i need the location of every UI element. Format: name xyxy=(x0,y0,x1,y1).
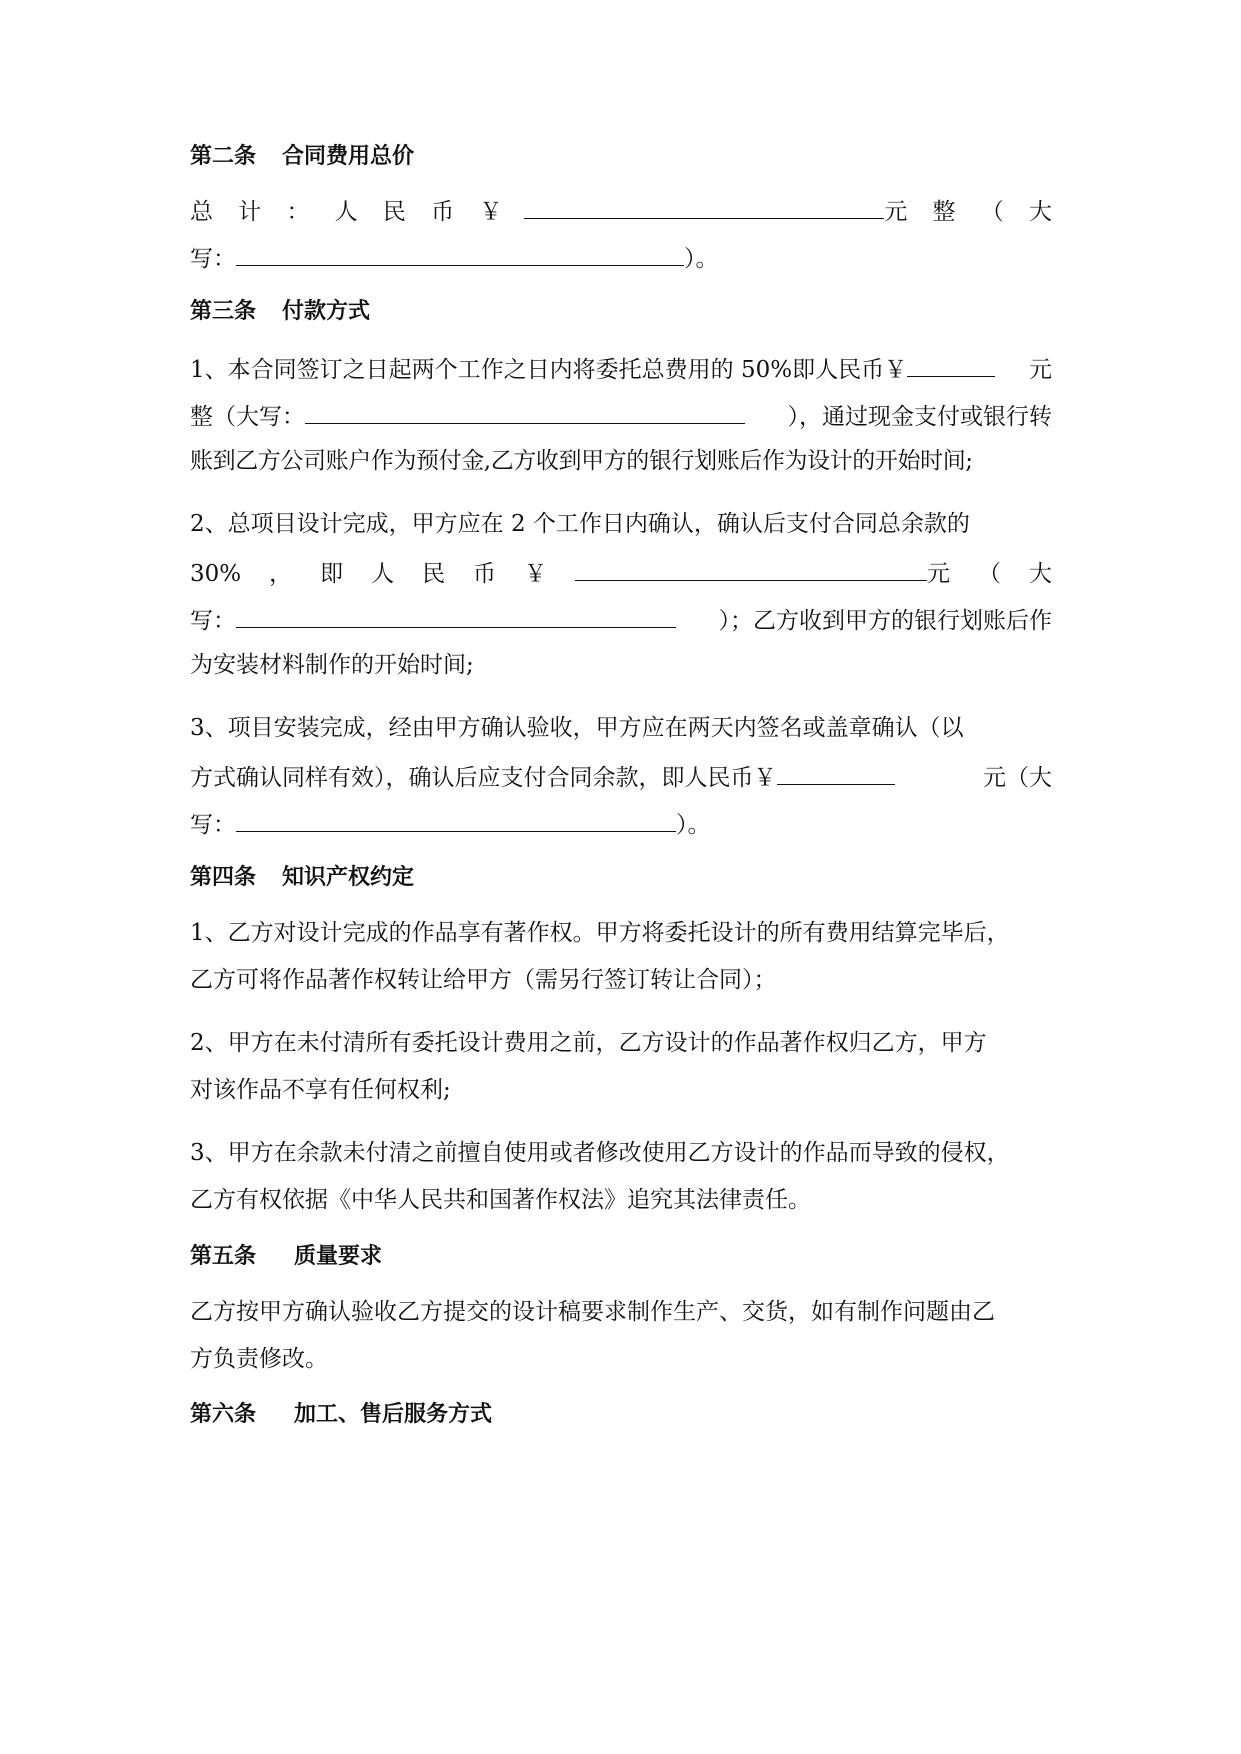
caps-suffix: ）。 xyxy=(676,812,711,838)
paragraph-text: ），通过现金支付或银行转 xyxy=(787,404,1052,430)
payment-item-1-line-1 xyxy=(190,352,1052,385)
article-2-heading xyxy=(190,142,1052,172)
payment-item-2-line-2 xyxy=(190,556,1052,589)
deposit-caps-blank[interactable] xyxy=(305,399,745,424)
total-caps-line xyxy=(190,241,1052,274)
article-3-heading xyxy=(190,297,1052,327)
article-number: 第六条 xyxy=(190,1402,257,1427)
paragraph-text: ）；乙方收到甲方的银行划账后作 xyxy=(718,608,1052,634)
article-title: 付款方式 xyxy=(282,299,371,324)
text-char: 人 xyxy=(371,561,395,587)
text-char: 币 xyxy=(431,199,455,225)
payment-item-2-line-1: 2、总项目设计完成，甲方应在 2 个工作日内确认，确认后支付合同总余款的 xyxy=(190,511,970,537)
text-char: 人 xyxy=(334,199,358,225)
payment-item-2-line-3 xyxy=(190,603,1052,636)
ip-item-1-line-1: 1、乙方对设计完成的作品享有著作权。甲方将委托设计的所有费用结算完毕后， xyxy=(190,920,1010,946)
final-balance-amount-blank[interactable] xyxy=(777,760,895,785)
total-amount-blank[interactable] xyxy=(524,194,884,219)
paragraph-text: 1、本合同签订之日起两个工作之日内将委托总费用的 50%即人民币￥ xyxy=(190,357,908,383)
text-char: 元 xyxy=(927,561,951,587)
paragraph-text: 元 xyxy=(1029,357,1052,383)
deposit-amount-blank[interactable] xyxy=(907,352,995,377)
total-caps-blank[interactable] xyxy=(236,241,684,266)
text-char: 民 xyxy=(382,199,406,225)
paragraph-text: 方式确认同样有效），确认后应支付合同余款，即人民币￥ xyxy=(190,765,777,791)
text-char: （ xyxy=(978,561,1002,587)
article-number: 第三条 xyxy=(190,299,257,324)
ip-item-3-line-1: 3、甲方在余款未付清之前擅自使用或者修改使用乙方设计的作品而导致的侵权， xyxy=(190,1140,1010,1166)
text-char: 总 xyxy=(190,199,213,225)
yen-sign: ￥ xyxy=(479,199,503,225)
final-balance-caps-blank[interactable] xyxy=(236,807,676,832)
text-char: 大 xyxy=(1029,561,1052,587)
payment-item-2-line-4: 为安装材料制作的开始时间; xyxy=(190,652,474,678)
amount-with-blank xyxy=(479,194,907,227)
text-char: 大 xyxy=(1028,199,1052,225)
article-title: 合同费用总价 xyxy=(282,144,415,169)
balance-30-caps-blank[interactable] xyxy=(236,603,676,628)
balance-30-amount-blank[interactable] xyxy=(575,556,927,581)
ip-item-3-line-2: 乙方有权依据《中华人民共和国著作权法》追究其法律责任。 xyxy=(190,1187,811,1213)
text-char: 即 xyxy=(320,561,344,587)
text-char: 计 xyxy=(238,199,262,225)
text-char: 元 xyxy=(884,199,908,225)
total-amount-line xyxy=(190,194,1052,227)
ip-item-1-line-2: 乙方可将作品著作权转让给甲方（需另行签订转让合同）； xyxy=(190,967,777,993)
yen-sign: ￥ xyxy=(524,561,548,587)
paragraph-text: 整（大写： xyxy=(190,404,305,430)
text-char: 30% xyxy=(190,561,242,587)
article-5-heading xyxy=(190,1242,1052,1272)
article-6-heading xyxy=(190,1400,1052,1430)
caps-suffix: ）。 xyxy=(684,246,719,272)
text-char: 整 xyxy=(932,199,956,225)
text-char: 币 xyxy=(473,561,497,587)
article-title: 质量要求 xyxy=(294,1244,383,1269)
caps-label: 写： xyxy=(190,246,236,272)
text-char: ： xyxy=(286,199,310,225)
article-title: 加工、售后服务方式 xyxy=(294,1402,493,1427)
article-number: 第四条 xyxy=(190,865,257,890)
text-char: （ xyxy=(980,199,1004,225)
amount-with-blank xyxy=(524,556,950,589)
article-number: 第二条 xyxy=(190,144,257,169)
quality-line-2: 方负责修改。 xyxy=(190,1346,328,1372)
payment-item-1-line-2 xyxy=(190,399,1052,432)
quality-line-1: 乙方按甲方确认验收乙方提交的设计稿要求制作生产、交货，如有制作问题由乙 xyxy=(190,1299,995,1325)
text-char: 民 xyxy=(422,561,446,587)
payment-item-1-line-3: 账到乙方公司账户作为预付金,乙方收到甲方的银行划账后作为设计的开始时间; xyxy=(190,448,973,474)
article-4-heading xyxy=(190,863,1052,893)
article-number: 第五条 xyxy=(190,1244,257,1269)
caps-label: 写： xyxy=(190,608,236,634)
ip-item-2-line-1: 2、甲方在未付清所有委托设计费用之前，乙方设计的作品著作权归乙方，甲方 xyxy=(190,1030,987,1056)
article-title: 知识产权约定 xyxy=(282,865,415,890)
payment-item-3-line-3 xyxy=(190,807,1052,840)
payment-item-3-line-1: 3、项目安装完成，经由甲方确认验收，甲方应在两天内签名或盖章确认（以 xyxy=(190,715,964,741)
caps-label: 写： xyxy=(190,812,236,838)
ip-item-2-line-2: 对该作品不享有任何权利; xyxy=(190,1077,451,1103)
payment-item-3-line-2 xyxy=(190,760,1052,793)
text-char: ， xyxy=(269,561,293,587)
paragraph-text: 元（大 xyxy=(983,765,1052,791)
